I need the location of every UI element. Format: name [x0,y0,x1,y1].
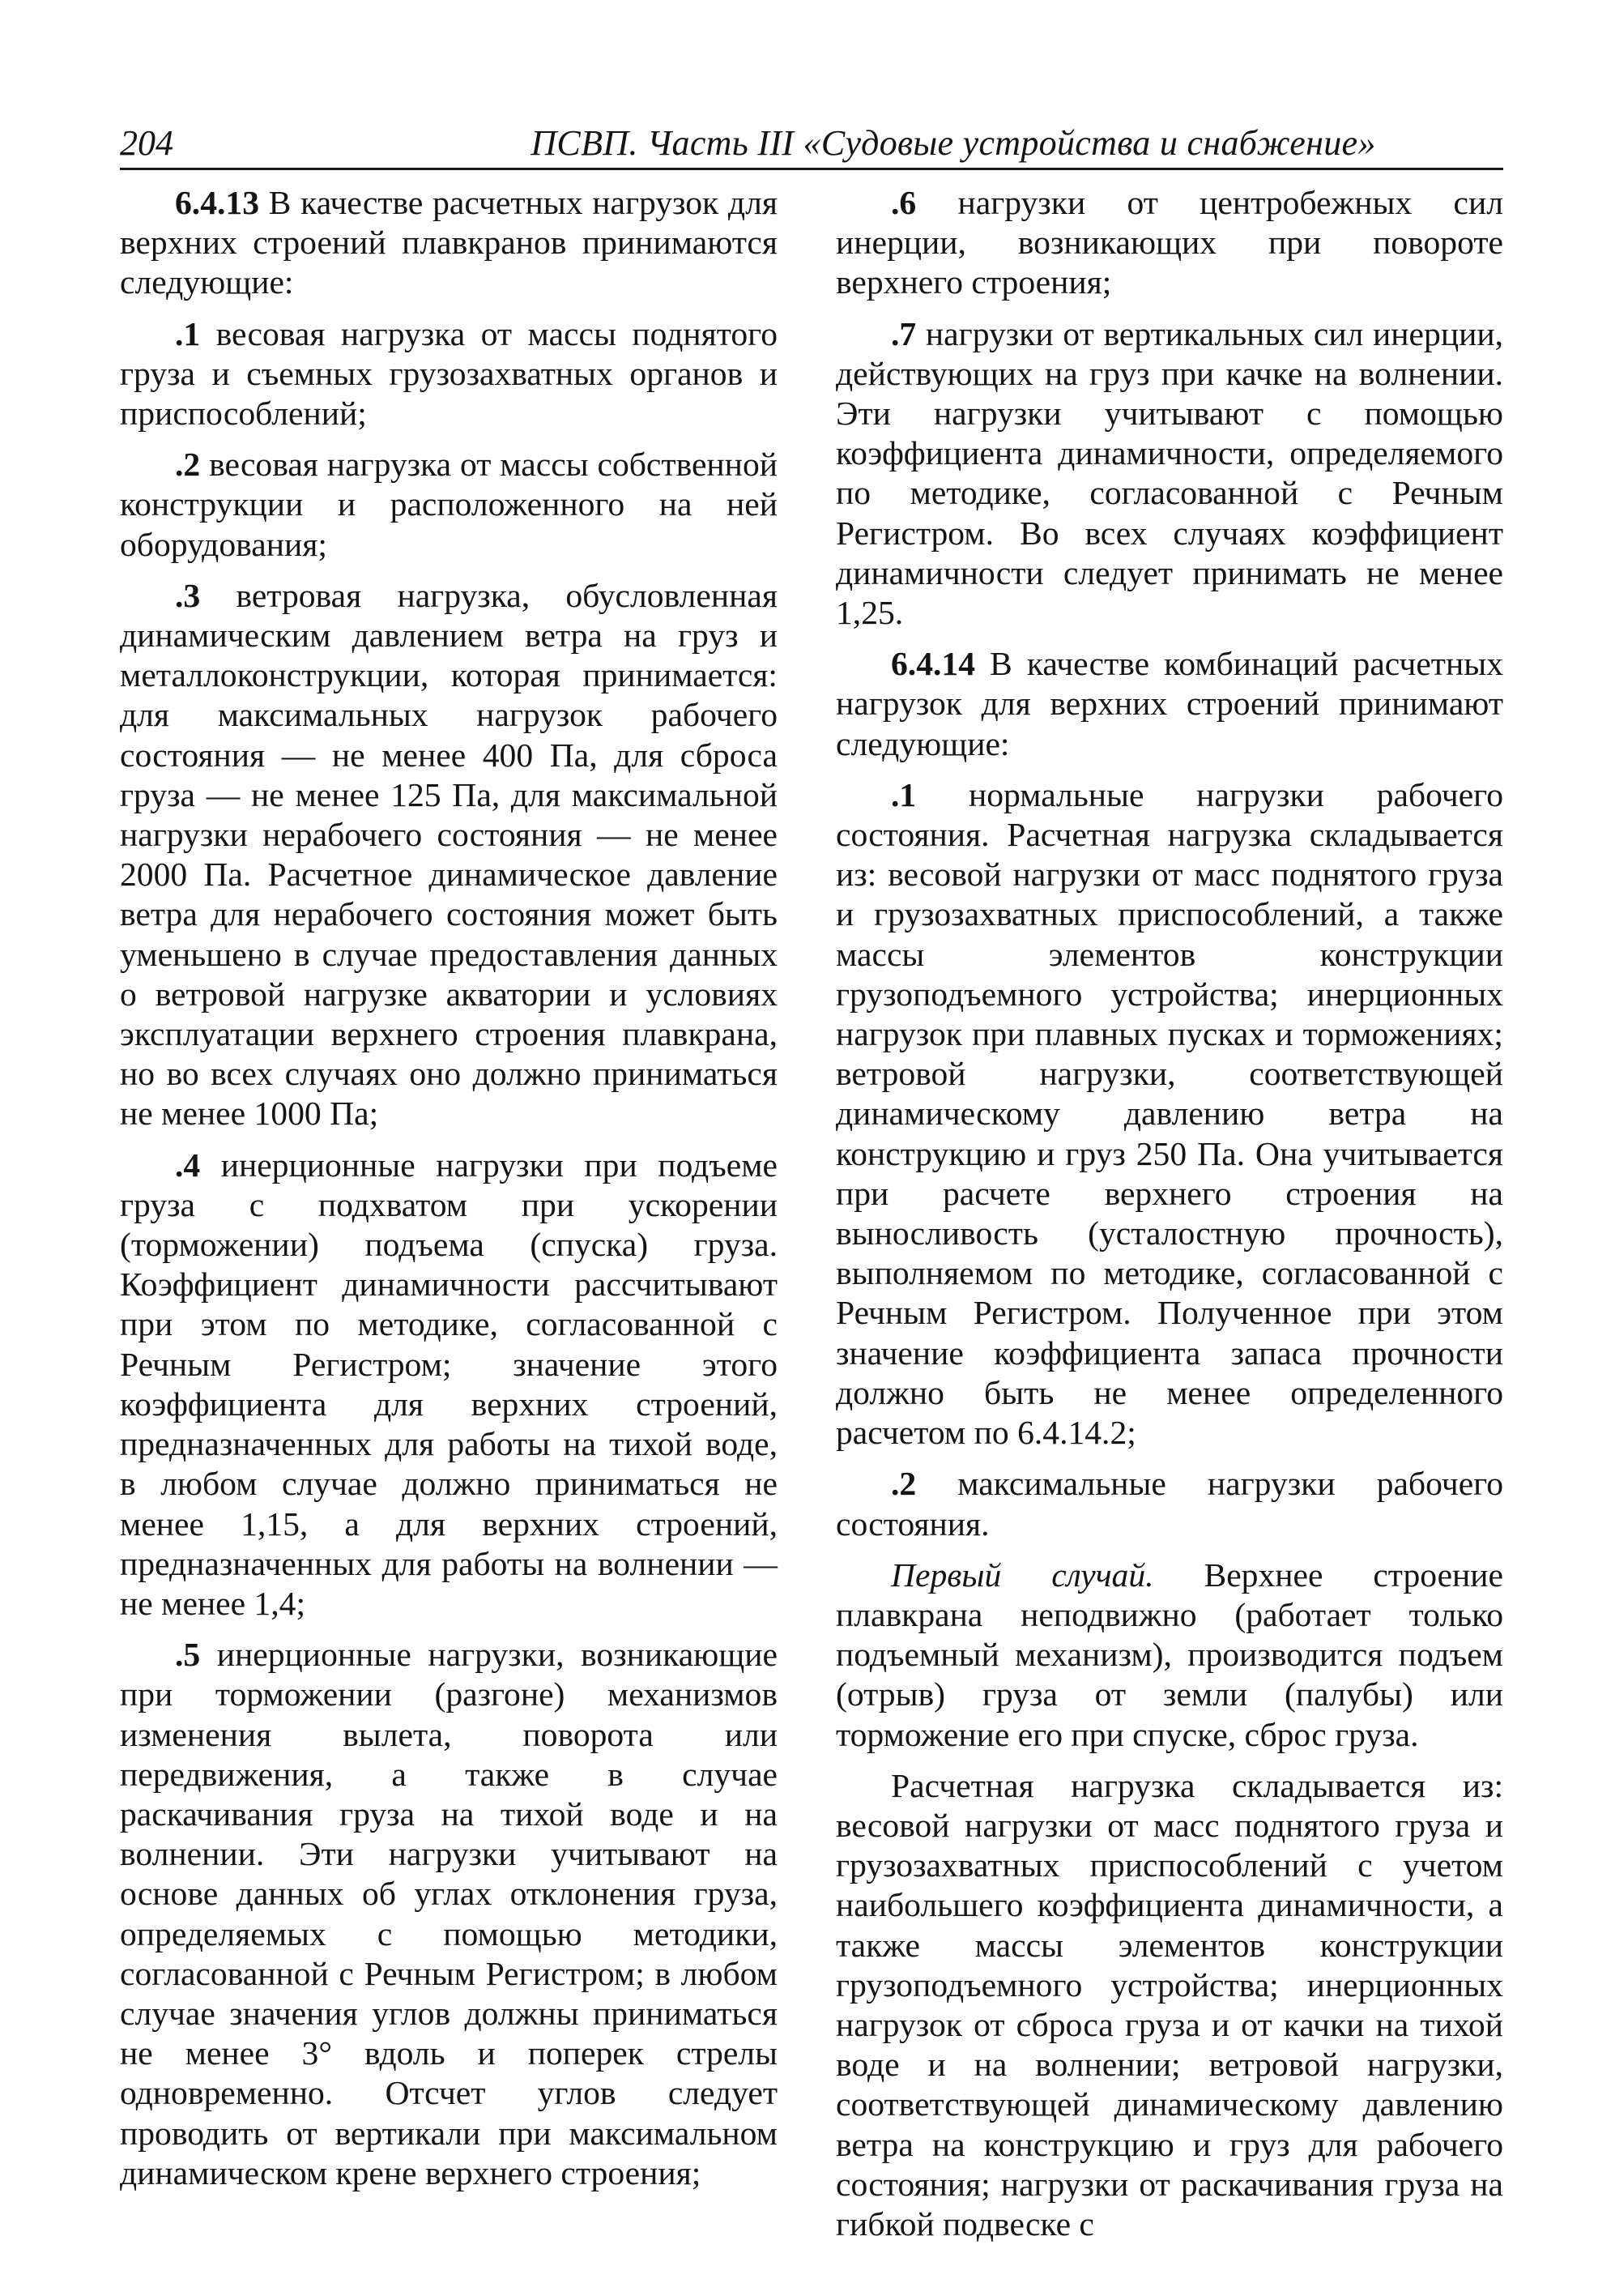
left-column [120,183,778,2204]
clause-text: В качестве расчетных нагрузок для верхних строений плавкранов принимаются следующие: [120,184,778,301]
item-2 [120,445,778,565]
item-1 [836,775,1503,1453]
header-rule [120,168,1503,170]
item-5 [120,1635,778,2193]
running-title: ПСВП. Часть III «Судовые устройства и снабжение» [531,123,1376,163]
clause-number: 6.4.14 [891,645,975,683]
item-number: .1 [175,314,201,352]
item-number: .3 [175,576,201,614]
calculation-paragraph [836,1766,1503,2244]
item-number: .5 [175,1636,201,1674]
item-number: .2 [891,1465,917,1503]
item-text: нагрузки от центробежных сил инерции, возникающих при повороте верхнего строения; [836,184,1503,301]
item-number: .1 [891,775,917,813]
item-text: весовая нагрузка от массы поднятого груза и съемных грузозахватных органов и приспособлений; [120,314,778,433]
item-4 [120,1146,778,1624]
item-number: .7 [891,314,917,352]
item-text: весовая нагрузка от массы собственной конструкции и расположенного на ней оборудования; [120,446,778,563]
item-3 [120,576,778,1134]
item-text: инерционные нагрузки, возникающие при торможении (разгоне) механизмов изменения вылета, поворота или передвижения, а также в случае раскачивания груза на тихой воде и на волнении. Эти нагрузки учитывают на основе данных об углах отклонения груза, определяемых с помощью методики, согласованной с Речным Регистром; в любом случае значения углов должны приниматься не менее 3° вдоль и поперек стрелы одновременно. Отсчет углов следует проводить от вертикали при максимальном динамическом крене верхнего строения; [120,1636,778,2191]
item-7 [836,314,1503,634]
page-number: 204 [120,123,173,163]
item-text: нагрузки от вертикальных сил инерции, действующих на груз при качке на волнении. Эти нагрузки учитывают с помощью коэффициента динамичности, определяемого по методике, согласованной с Речным Регистром. Во всех случаях коэффициент динамичности следует принимать не менее 1,25. [836,314,1503,632]
item-number: .2 [175,446,201,484]
clause-number: 6.4.13 [175,184,259,221]
item-text: максимальные нагрузки рабочего состояния. [836,1465,1503,1543]
clause-6-4-14 [836,644,1503,764]
item-6 [836,183,1503,303]
clause-6-4-13 [120,183,778,303]
item-number: .4 [175,1146,201,1184]
paragraph-text: Расчетная нагрузка складывается из: весовой нагрузки от масс поднятого груза и грузозахватных приспособлений с учетом наибольшего коэффициента динамичности, а также массы элементов конструкции грузоподъемного устройства; инерционных нагрузок от сброса груза и от качки на тихой воде и на волнении; ветровой нагрузки, соответствующей динамическому давлению ветра на конструкцию и груз для рабочего состояния; нагрузки от раскачивания груза на гибкой подвеске с [836,1766,1503,2243]
item-number: .6 [891,184,917,221]
item-text: нормальные нагрузки рабочего состояния. Расчетная нагрузка складывается из: весовой нагрузки от масс поднятого груза и грузозахватных приспособлений, а также массы элементов конструкции грузоподъемного устройства; инерционных нагрузок при плавных пусках и торможениях; ветровой нагрузки, соответствующей динамическому давлению ветра на конструкцию и груз 250 Па. Она учитывается при расчете верхнего строения на выносливость (усталостную прочность), выполняемом по методике, согласованной с Речным Регистром. Полученное при этом значение коэффициента запаса прочности должно быть не менее определенного расчетом по 6.4.14.2; [836,775,1503,1452]
item-1 [120,314,778,434]
item-text: инерционные нагрузки при подъеме груза с подхватом при ускорении (торможении) подъема (спуска) груза. Коэффициент динамичности рассчитывают при этом по методике, согласованной с Речным Регистром; значение этого коэффициента для верхних строений, предназначенных для работы на тихой воде, в любом случае должно приниматься не менее 1,15, а для верхних строений, предназначенных для работы на волнении — не менее 1,4; [120,1146,778,1622]
item-text: ветровая нагрузка, обусловленная динамическим давлением ветра на груз и металлоконструкции, которая принимается: для максимальных нагрузок рабочего состояния — не менее 400 Па, для сброса груза — не менее 125 Па, для максимальной нагрузки нерабочего состояния — не менее 2000 Па. Расчетное динамическое давление ветра для нерабочего состояния может быть уменьшено в случае предоставления данных о ветровой нагрузке акватории и условиях эксплуатации верхнего строения плавкрана, но во всех случаях оно должно приниматься не менее 1000 Па; [120,576,778,1133]
page-header [120,122,1503,165]
clause-text: В качестве комбинаций расчетных нагрузок для верхних строений принимают следующие: [836,645,1503,762]
italic-lead: Первый случай. [891,1556,1154,1594]
item-2 [836,1464,1503,1543]
paragraph-text: Верхнее строение плавкрана неподвижно (работает только подъемный механизм), производится подъем (отрыв) груза от земли (палубы) или торможение его при спуске, сброс груза. [836,1556,1504,1753]
right-column [836,183,1503,2255]
first-case-paragraph [836,1556,1503,1755]
